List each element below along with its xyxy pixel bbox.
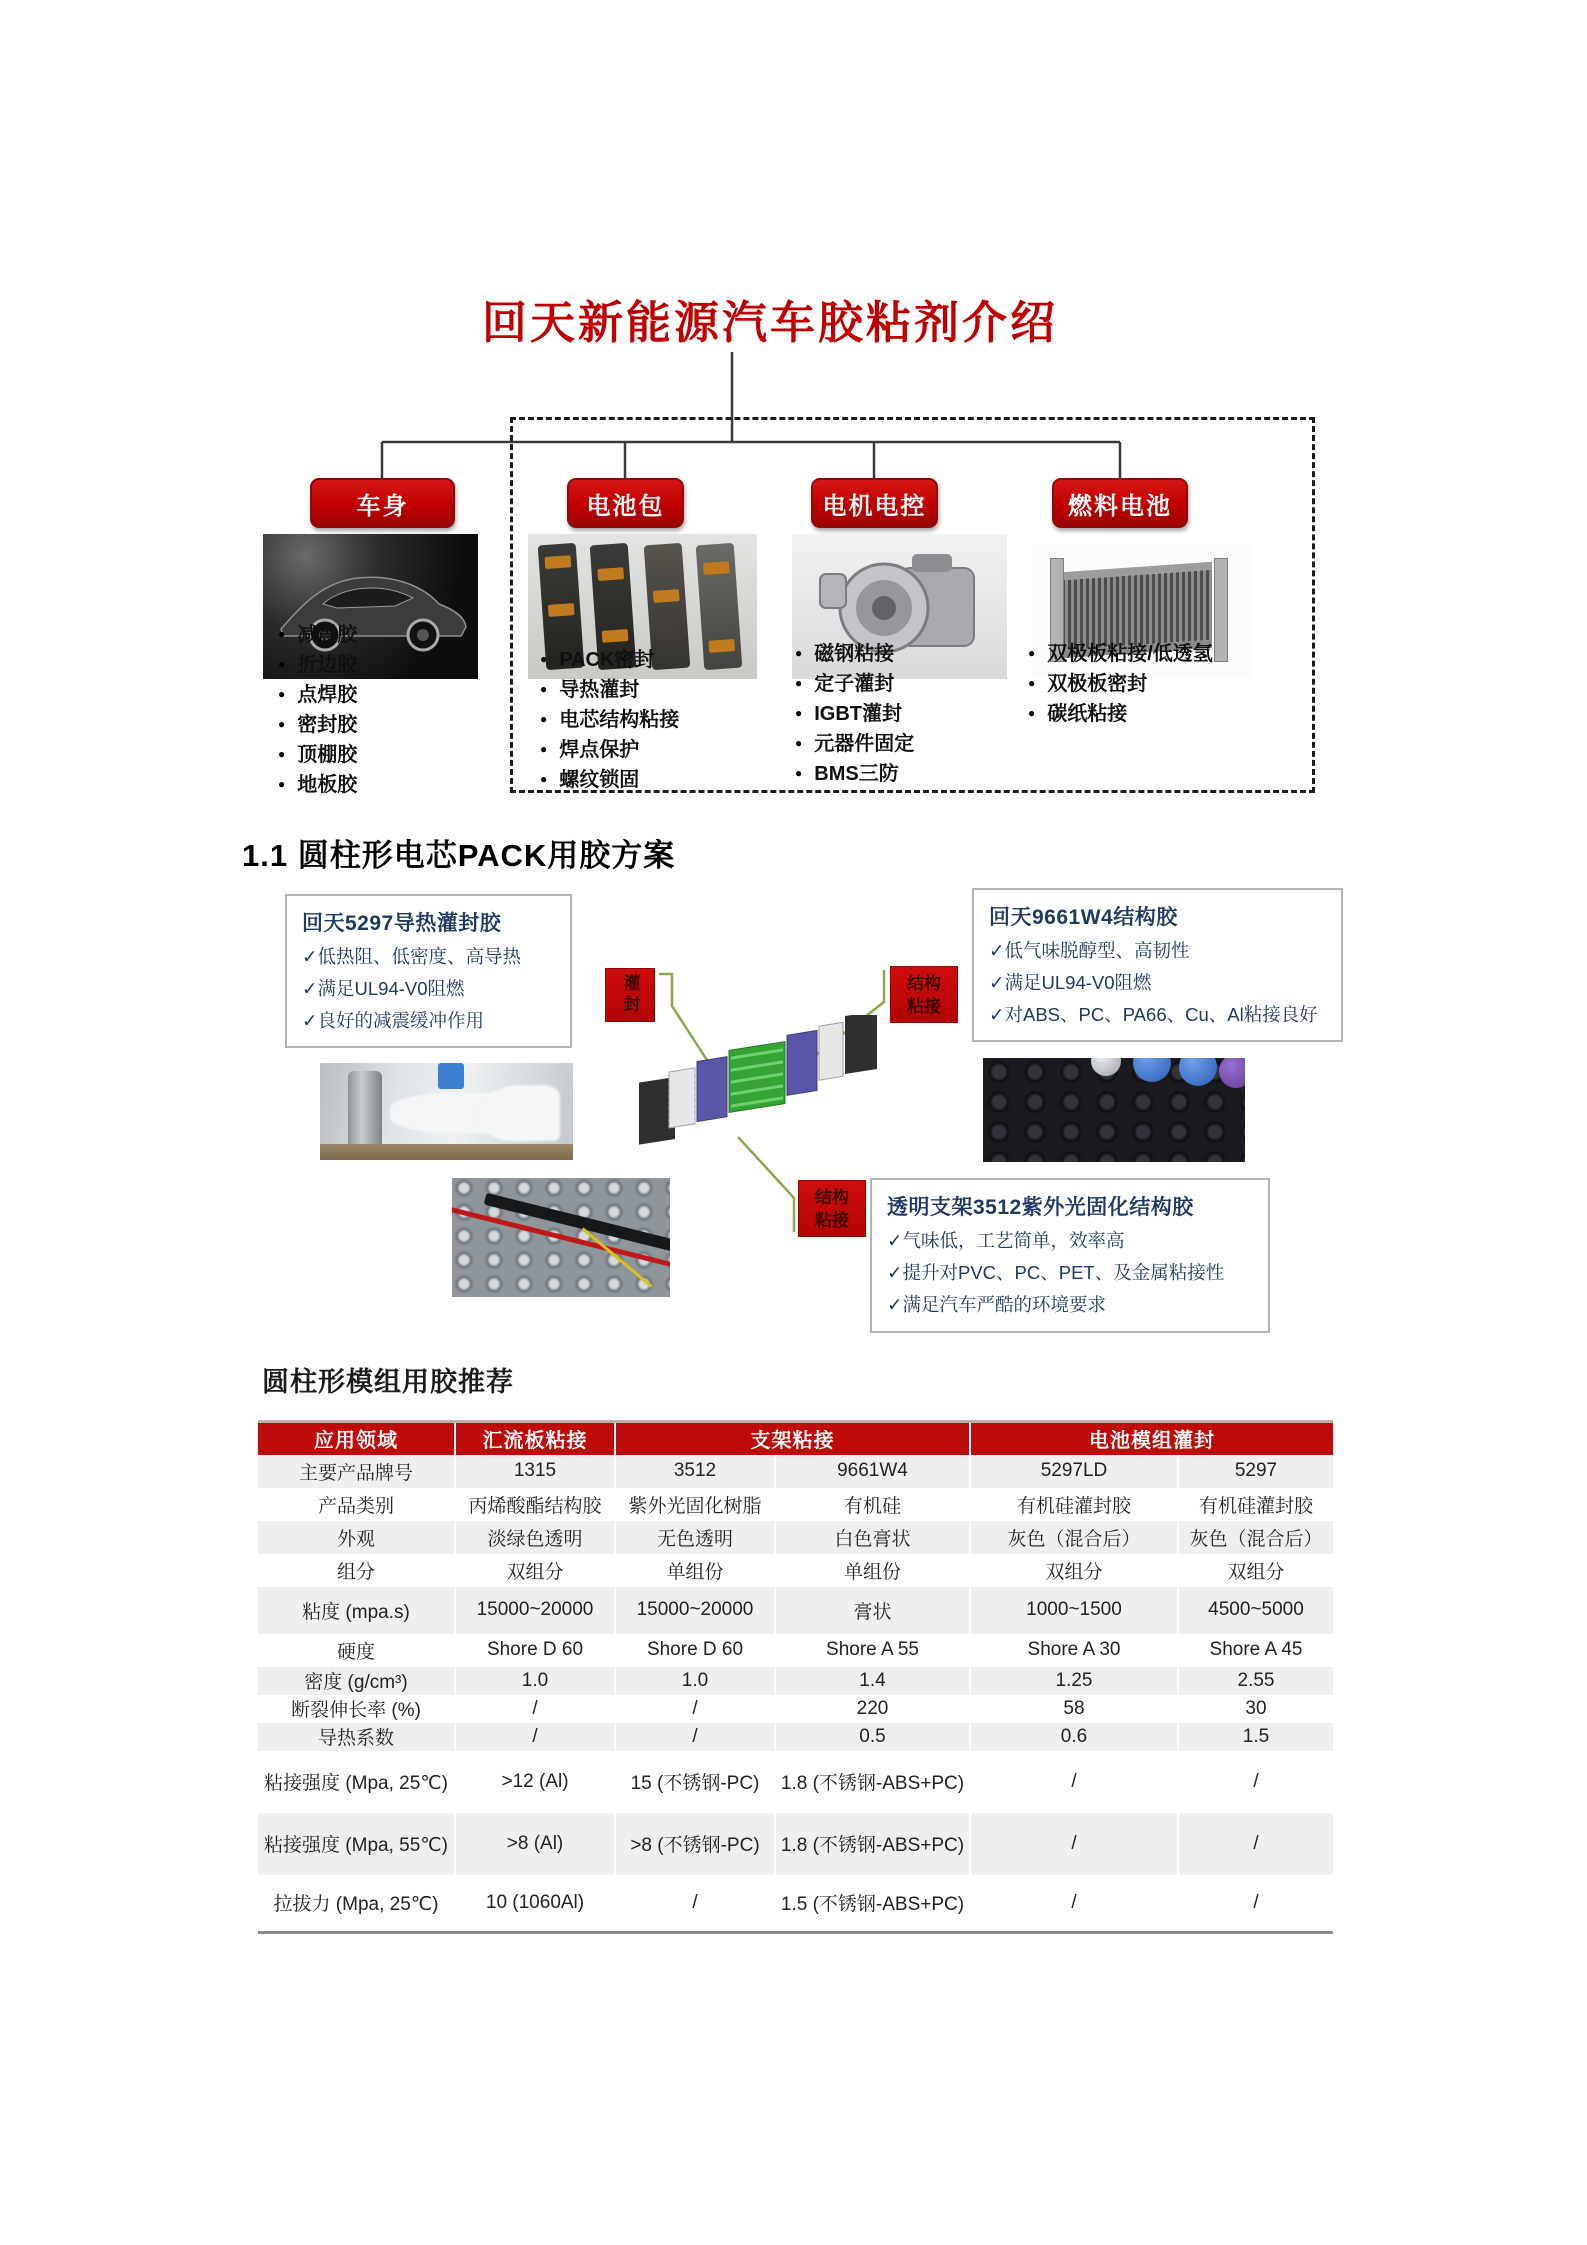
adhesive-bullet-item: ● 螺纹锁固 bbox=[540, 765, 679, 795]
adhesive-bullet-item: ● 折边胶 bbox=[278, 650, 357, 680]
table-title: 圆柱形模组用胶推荐 bbox=[262, 1367, 514, 1397]
category-label-battery-pack: 电池包 bbox=[567, 478, 684, 528]
table-cell: 15000~20000 bbox=[455, 1587, 615, 1634]
tag-text: 灌封 bbox=[620, 974, 640, 1016]
table-cell: >12 (Al) bbox=[455, 1751, 615, 1813]
table-cell: 3512 bbox=[615, 1455, 775, 1488]
table-cell: 1315 bbox=[455, 1455, 615, 1488]
adhesive-bullet-item: ● 定子灌封 bbox=[795, 669, 914, 699]
table-cell: Shore D 60 bbox=[455, 1634, 615, 1667]
table-cell: 无色透明 bbox=[615, 1521, 775, 1554]
table-cell: 灰色（混合后） bbox=[970, 1521, 1178, 1554]
table-cell: 淡绿色透明 bbox=[455, 1521, 615, 1554]
page-title: 回天新能源汽车胶粘剂介绍 bbox=[481, 297, 1058, 348]
header-application-field: 应用领域 bbox=[258, 1422, 455, 1455]
battery-cell bbox=[1179, 1058, 1217, 1086]
table-cell: 膏状 bbox=[775, 1587, 970, 1634]
table-cell: 4500~5000 bbox=[1178, 1587, 1333, 1634]
table-cell: / bbox=[970, 1751, 1178, 1813]
callout-title: 透明支架3512紫外光固化结构胶 bbox=[887, 1196, 1194, 1219]
adhesive-bullet-item: ● PACK密封 bbox=[540, 645, 679, 675]
exploded-module-diagram bbox=[637, 1015, 877, 1157]
adhesive-bullet-item: ● 地板胶 bbox=[278, 770, 357, 800]
table-cell: 1000~1500 bbox=[970, 1587, 1178, 1634]
adhesive-bullet-item: ● 密封胶 bbox=[278, 710, 357, 740]
table-cell: 58 bbox=[970, 1695, 1178, 1723]
battery-cell bbox=[1133, 1058, 1171, 1082]
table-cell: 有机硅灌封胶 bbox=[1178, 1488, 1333, 1521]
callout-point: ✓气味低，工艺简单，效率高 bbox=[887, 1230, 1125, 1251]
row-label: 外观 bbox=[336, 1528, 375, 1550]
table-cell: / bbox=[970, 1813, 1178, 1875]
table-cell: >8 (Al) bbox=[455, 1813, 615, 1875]
row-label: 产品类别 bbox=[317, 1495, 394, 1517]
table-cell: 灰色（混合后） bbox=[1178, 1521, 1333, 1554]
adhesive-bullet-item: ● 双极板密封 bbox=[1028, 669, 1213, 699]
row-label: 主要产品牌号 bbox=[298, 1462, 413, 1484]
table-row bbox=[258, 1521, 1333, 1554]
callout-point: ✓低热阻、低密度、高导热 bbox=[302, 946, 522, 967]
table-cell: / bbox=[1178, 1875, 1333, 1933]
table-cell: 30 bbox=[1178, 1695, 1333, 1723]
exploded-module-drawing bbox=[637, 1015, 877, 1157]
table-cell: 白色膏状 bbox=[775, 1521, 970, 1554]
module-table-body bbox=[258, 1455, 1333, 1933]
table-row bbox=[258, 1554, 1333, 1587]
table-cell: Shore A 45 bbox=[1178, 1634, 1333, 1667]
table-cell: 1.8 (不锈钢-ABS+PC) bbox=[775, 1751, 970, 1813]
battery-pack-adhesive-list bbox=[540, 645, 679, 795]
table-row bbox=[258, 1875, 1333, 1933]
callout-point: ✓对ABS、PC、PA66、Cu、Al粘接良好 bbox=[989, 1004, 1318, 1025]
header-module-potting: 电池模组灌封 bbox=[970, 1422, 1333, 1455]
row-label: 断裂伸长率 (%) bbox=[291, 1700, 421, 1721]
table-cell: 紫外光固化树脂 bbox=[615, 1488, 775, 1521]
table-row bbox=[258, 1587, 1333, 1634]
dispense-nozzle bbox=[438, 1063, 464, 1089]
table-header-row bbox=[258, 1422, 1333, 1455]
table-cell: 220 bbox=[775, 1695, 970, 1723]
table-cell: 1.5 bbox=[1178, 1723, 1333, 1751]
table-cell: 5297 bbox=[1178, 1455, 1333, 1488]
tag-text: 结构粘接 bbox=[815, 1187, 849, 1230]
callout-point: ✓满足UL94-V0阻燃 bbox=[302, 978, 465, 999]
adhesive-bullet-item: ● BMS三防 bbox=[795, 759, 914, 789]
table-row bbox=[258, 1751, 1333, 1813]
row-label: 粘接强度 (Mpa, 25℃) bbox=[264, 1773, 448, 1794]
table-cell: 双组分 bbox=[455, 1554, 615, 1587]
battery-cell bbox=[1091, 1058, 1121, 1076]
potting-gel bbox=[480, 1085, 560, 1141]
table-cell: 1.0 bbox=[615, 1667, 775, 1695]
fuel-cell-adhesive-list bbox=[1028, 639, 1213, 729]
header-holder-bonding: 支架粘接 bbox=[615, 1422, 970, 1455]
table-cell: / bbox=[1178, 1813, 1333, 1875]
table-cell: / bbox=[615, 1875, 775, 1933]
table-header bbox=[258, 1422, 1333, 1455]
category-label-motor: 电机电控 bbox=[811, 478, 938, 528]
row-label: 拉拔力 (Mpa, 25℃) bbox=[273, 1894, 439, 1916]
table-cell: 0.5 bbox=[775, 1723, 970, 1751]
adhesive-bullet-item: ● 碳纸粘接 bbox=[1028, 699, 1213, 729]
table-cell: 有机硅灌封胶 bbox=[970, 1488, 1178, 1521]
table-cell: 5297LD bbox=[970, 1455, 1178, 1488]
module-adhesive-table bbox=[258, 1420, 1333, 1934]
callout-point: ✓提升对PVC、PC、PET、及金属粘接性 bbox=[887, 1262, 1225, 1283]
category-label-body: 车身 bbox=[310, 478, 455, 528]
callout-point: ✓良好的减震缓冲作用 bbox=[302, 1010, 485, 1031]
table-cell: 1.8 (不锈钢-ABS+PC) bbox=[775, 1813, 970, 1875]
table-cell: 丙烯酸酯结构胶 bbox=[455, 1488, 615, 1521]
table-cell: 1.4 bbox=[775, 1667, 970, 1695]
table-cell: 有机硅 bbox=[775, 1488, 970, 1521]
row-label: 粘接强度 (Mpa, 55℃) bbox=[264, 1835, 448, 1856]
potting-cylinder bbox=[348, 1071, 382, 1149]
table-cell: 15 (不锈钢-PC) bbox=[615, 1751, 775, 1813]
table-cell: 10 (1060Al) bbox=[455, 1875, 615, 1933]
table-cell: 单组份 bbox=[615, 1554, 775, 1587]
row-label: 粘度 (mpa.s) bbox=[302, 1601, 410, 1623]
table-cell: 1.25 bbox=[970, 1667, 1178, 1695]
category-label-fuel-cell: 燃料电池 bbox=[1052, 478, 1188, 528]
adhesive-bullet-item: ● 减震胶 bbox=[278, 620, 357, 650]
adhesive-bullet-item: ● 顶棚胶 bbox=[278, 740, 357, 770]
table-cell: Shore A 30 bbox=[970, 1634, 1178, 1667]
row-label: 组分 bbox=[336, 1561, 375, 1583]
cell-holder-photo bbox=[452, 1178, 670, 1297]
callout-point: ✓低气味脱醇型、高韧性 bbox=[989, 940, 1190, 961]
adhesive-bullet-item: ● 元器件固定 bbox=[795, 729, 914, 759]
table-cell: 单组份 bbox=[775, 1554, 970, 1587]
row-label: 导热系数 bbox=[317, 1728, 394, 1749]
battery-cell bbox=[1219, 1058, 1245, 1088]
table-cell: / bbox=[970, 1875, 1178, 1933]
table-cell: 双组分 bbox=[970, 1554, 1178, 1587]
adhesive-bullet-item: ● 双极板粘接/低透氢 bbox=[1028, 639, 1213, 669]
tree-connector-lines bbox=[0, 0, 1587, 800]
row-label: 密度 (g/cm³) bbox=[304, 1672, 408, 1693]
adhesive-bullet-item: ● 焊点保护 bbox=[540, 735, 679, 765]
table-cell: 0.6 bbox=[970, 1723, 1178, 1751]
battery-module bbox=[696, 543, 743, 670]
table-cell: Shore D 60 bbox=[615, 1634, 775, 1667]
table-cell: / bbox=[615, 1723, 775, 1751]
work-surface bbox=[320, 1144, 573, 1160]
table-cell: / bbox=[455, 1695, 615, 1723]
table-cell: 1.0 bbox=[455, 1667, 615, 1695]
table-cell: >8 (不锈钢-PC) bbox=[615, 1813, 775, 1875]
table-row bbox=[258, 1455, 1333, 1488]
table-cell: 15000~20000 bbox=[615, 1587, 775, 1634]
table-cell: 1.5 (不锈钢-ABS+PC) bbox=[775, 1875, 970, 1933]
end-plate bbox=[1214, 558, 1228, 662]
table-row bbox=[258, 1723, 1333, 1751]
body-adhesive-list bbox=[278, 620, 357, 800]
motor-adhesive-list bbox=[795, 639, 914, 789]
row-label: 硬度 bbox=[336, 1641, 375, 1663]
potting-process-photo bbox=[320, 1063, 573, 1160]
header-busbar-bonding: 汇流板粘接 bbox=[455, 1422, 615, 1455]
adhesive-bullet-item: ● 电芯结构粘接 bbox=[540, 705, 679, 735]
callout-point: ✓满足汽车严酷的环境要求 bbox=[887, 1294, 1107, 1315]
table-row bbox=[258, 1695, 1333, 1723]
adhesive-bullet-item: ● 导热灌封 bbox=[540, 675, 679, 705]
adhesive-bullet-item: ● 磁钢粘接 bbox=[795, 639, 914, 669]
cells-in-holder-photo bbox=[983, 1058, 1245, 1162]
table-cell: 9661W4 bbox=[775, 1455, 970, 1488]
table-row bbox=[258, 1488, 1333, 1521]
callout-title: 回天9661W4结构胶 bbox=[989, 906, 1178, 929]
adhesive-bullet-item: ● IGBT灌封 bbox=[795, 699, 914, 729]
table-cell: / bbox=[615, 1695, 775, 1723]
callout-title: 回天5297导热灌封胶 bbox=[302, 912, 502, 935]
table-row bbox=[258, 1634, 1333, 1667]
adhesive-bullet-item: ● 点焊胶 bbox=[278, 680, 357, 710]
table-cell: 双组分 bbox=[1178, 1554, 1333, 1587]
table-row bbox=[258, 1813, 1333, 1875]
table-cell: / bbox=[455, 1723, 615, 1751]
table-row bbox=[258, 1667, 1333, 1695]
table-cell: / bbox=[1178, 1751, 1333, 1813]
tag-text: 结构粘接 bbox=[907, 973, 941, 1016]
table-cell: Shore A 55 bbox=[775, 1634, 970, 1667]
callout-point: ✓满足UL94-V0阻燃 bbox=[989, 972, 1152, 993]
table-cell: 2.55 bbox=[1178, 1667, 1333, 1695]
section-heading: 1.1 圆柱形电芯PACK用胶方案 bbox=[242, 838, 676, 873]
